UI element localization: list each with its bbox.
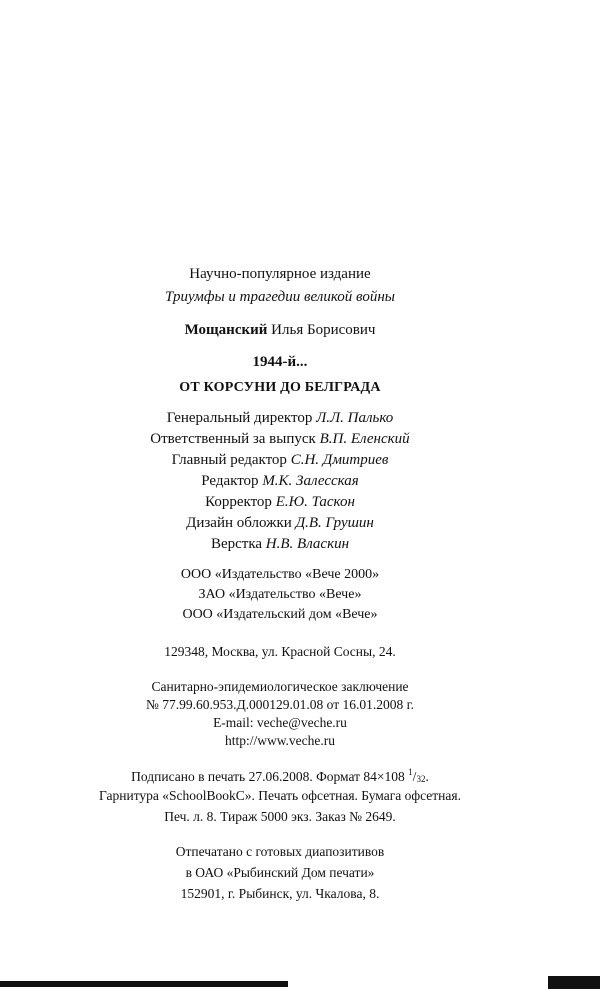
- print-typeface-line: Гарнитура «SchoolBookC». Печать офсетная. Бумага офсетная.: [99, 788, 461, 803]
- author-given-names: Илья Борисович: [271, 322, 376, 338]
- publisher-address: 129348, Москва, ул. Красной Сосны, 24.: [164, 644, 396, 659]
- certificate-label: Санитарно-эпидемиологическое заключение: [151, 679, 409, 694]
- staff-role: Генеральный директор: [166, 410, 313, 426]
- contact-email: E-mail: veche@veche.ru: [213, 715, 347, 730]
- print-run-line: Печ. л. 8. Тираж 5000 экз. Заказ № 2649.: [164, 809, 396, 824]
- staff-role: Редактор: [201, 473, 259, 489]
- edition-type: Научно-популярное издание: [189, 266, 371, 282]
- staff-line: [0, 453, 560, 468]
- staff-line: [0, 432, 560, 447]
- staff-role: Главный редактор: [171, 452, 287, 468]
- series-name: Триумфы и трагедии великой войны: [165, 289, 395, 305]
- staff-name: Н.В. Власкин: [265, 536, 350, 552]
- staff-line: [0, 411, 560, 426]
- print-signed-line: Подписано в печать 27.06.2008. Формат 84×108 $^1/_{32}$.: [131, 767, 429, 784]
- staff-name: Л.Л. Палько: [316, 410, 394, 426]
- printer-line: Отпечатано с готовых диапозитивов: [175, 844, 385, 859]
- author-surname: Мощанский: [184, 322, 268, 338]
- staff-line: [0, 516, 560, 531]
- book-title: 1944-й...: [252, 354, 308, 370]
- book-subtitle: ОТ КОРСУНИ ДО БЕЛГРАДА: [179, 380, 381, 395]
- printer-line: в ОАО «Рыбинский Дом печати»: [185, 865, 375, 880]
- staff-role: Дизайн обложки: [186, 515, 292, 531]
- staff-line: [0, 474, 560, 489]
- format-numerator: 1: [408, 767, 413, 777]
- publisher-line: ООО «Издательство «Вече 2000»: [180, 567, 380, 582]
- staff-name: Д.В. Грушин: [295, 515, 374, 531]
- scan-edge-bar-left: [0, 981, 288, 987]
- author-line: [0, 323, 560, 338]
- printer-line: 152901, г. Рыбинск, ул. Чкалова, 8.: [180, 886, 380, 901]
- certificate-number: № 77.99.60.953.Д.000129.01.08 от 16.01.2008 г.: [145, 697, 415, 712]
- staff-name: Е.Ю. Таскон: [275, 494, 355, 510]
- staff-name: М.К. Залесская: [262, 473, 359, 489]
- publisher-line: ООО «Издательский дом «Вече»: [182, 607, 378, 622]
- staff-line: [0, 537, 560, 552]
- staff-role: Верстка: [210, 536, 263, 552]
- contact-website: http://www.veche.ru: [224, 733, 336, 748]
- scan-edge-bar-right: [548, 976, 600, 989]
- format-denominator: 32: [416, 774, 426, 784]
- staff-name: С.Н. Дмитриев: [290, 452, 389, 468]
- staff-line: [0, 495, 560, 510]
- staff-role: Ответственный за выпуск: [150, 431, 316, 447]
- staff-name: В.П. Еленский: [319, 431, 410, 447]
- print-signed-text: Подписано в печать 27.06.2008. Формат 84×108: [131, 769, 405, 784]
- publisher-line: ЗАО «Издательство «Вече»: [198, 587, 362, 602]
- staff-role: Корректор: [205, 494, 272, 510]
